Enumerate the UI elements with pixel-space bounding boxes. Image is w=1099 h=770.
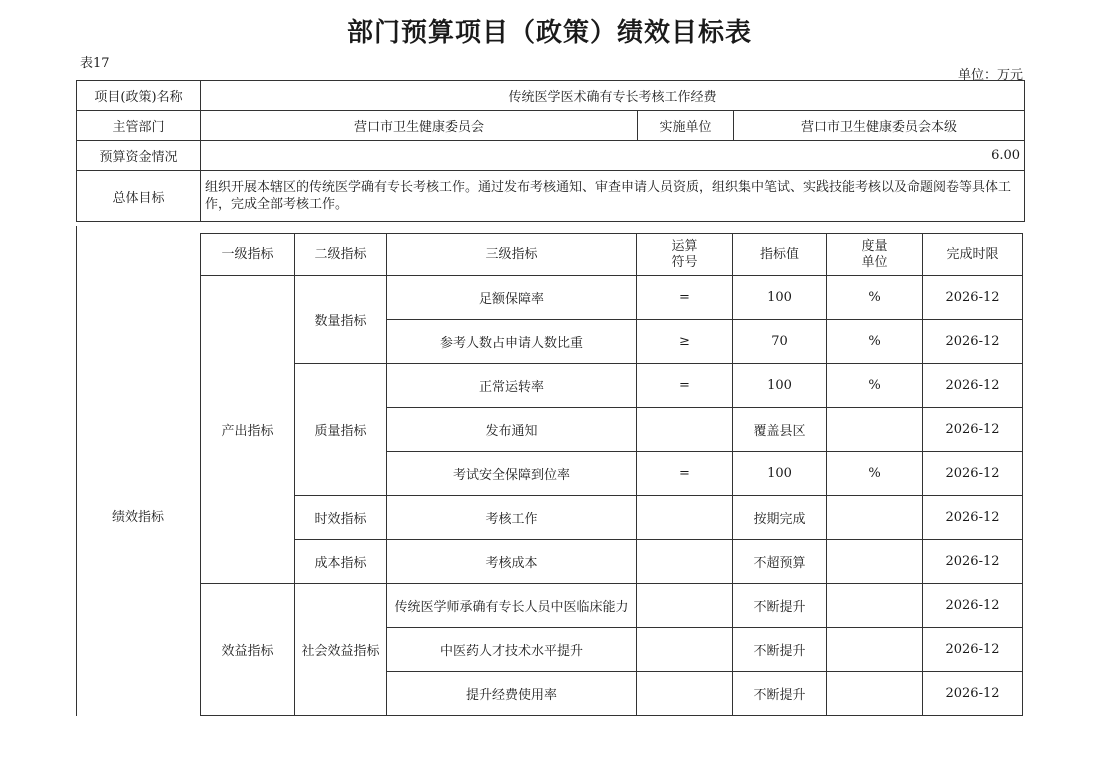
header-value: 指标值: [733, 234, 827, 276]
metric-unit: [827, 628, 923, 672]
metric-name: 发布通知: [387, 408, 637, 452]
metric-name: 考核成本: [387, 540, 637, 584]
dept-label: 主管部门: [77, 111, 201, 141]
dept-value: 营口市卫生健康委员会: [201, 111, 638, 141]
metric-name: 中医药人才技术水平提升: [387, 628, 637, 672]
goal-text: 组织开展本辖区的传统医学确有专长考核工作。通过发布考核通知、审查申请人员资质，组织集中笔试、实践技能考核以及命题阅卷等具体工作，完成全部考核工作。: [201, 171, 1025, 222]
impl-value: 营口市卫生健康委员会本级: [734, 111, 1025, 141]
metric-deadline: 2026-12: [923, 408, 1023, 452]
metric-name: 足额保障率: [387, 276, 637, 320]
table-row: [201, 496, 1023, 540]
metric-value: 覆盖县区: [733, 408, 827, 452]
metric-operator: [637, 408, 733, 452]
metric-deadline: 2026-12: [923, 452, 1023, 496]
metric-value: 100: [733, 452, 827, 496]
metric-operator: [637, 496, 733, 540]
impl-label: 实施单位: [638, 111, 734, 141]
goal-label: 总体目标: [77, 171, 201, 222]
metric-name: 正常运转率: [387, 364, 637, 408]
metrics-table: [200, 233, 1023, 716]
metric-deadline: 2026-12: [923, 628, 1023, 672]
metric-operator: ≥: [637, 320, 733, 364]
project-name-value: 传统医学医术确有专长考核工作经费: [201, 81, 1025, 111]
metric-name: 参考人数占申请人数比重: [387, 320, 637, 364]
table-row: [201, 364, 1023, 408]
unit-label: 单位：万元: [958, 68, 1024, 83]
metric-deadline: 2026-12: [923, 540, 1023, 584]
metric-operator: [637, 584, 733, 628]
metric-unit: %: [827, 276, 923, 320]
header-level2: 二级指标: [295, 234, 387, 276]
header-level1: 一级指标: [201, 234, 295, 276]
metric-unit: [827, 584, 923, 628]
metric-value: 不断提升: [733, 584, 827, 628]
metric-value: 100: [733, 364, 827, 408]
metric-unit: [827, 672, 923, 716]
metric-deadline: 2026-12: [923, 584, 1023, 628]
group-output: 产出指标: [201, 276, 295, 584]
metric-unit: [827, 496, 923, 540]
header-unit: 度量单位: [827, 234, 923, 276]
metric-deadline: 2026-12: [923, 320, 1023, 364]
metric-name: 考核工作: [387, 496, 637, 540]
metric-deadline: 2026-12: [923, 364, 1023, 408]
metric-value: 100: [733, 276, 827, 320]
header-operator: 运算符号: [637, 234, 733, 276]
table-row: [201, 276, 1023, 320]
group-social: 社会效益指标: [295, 584, 387, 716]
project-info-table: [76, 80, 1025, 222]
metric-unit: [827, 408, 923, 452]
metric-deadline: 2026-12: [923, 276, 1023, 320]
metric-name: 考试安全保障到位率: [387, 452, 637, 496]
metric-value: 不断提升: [733, 628, 827, 672]
funds-value: 6.00: [201, 141, 1025, 171]
group-cost: 成本指标: [295, 540, 387, 584]
metric-operator: [637, 628, 733, 672]
metric-operator: =: [637, 364, 733, 408]
metric-unit: [827, 540, 923, 584]
header-deadline: 完成时限: [923, 234, 1023, 276]
metric-value: 70: [733, 320, 827, 364]
metric-unit: %: [827, 364, 923, 408]
funds-label: 预算资金情况: [77, 141, 201, 171]
header-level3: 三级指标: [387, 234, 637, 276]
group-quality: 质量指标: [295, 364, 387, 496]
group-benefit: 效益指标: [201, 584, 295, 716]
metric-operator: [637, 540, 733, 584]
metric-value: 按期完成: [733, 496, 827, 540]
metric-value: 不超预算: [733, 540, 827, 584]
metric-name: 提升经费使用率: [387, 672, 637, 716]
metric-operator: =: [637, 452, 733, 496]
metric-name: 传统医学师承确有专长人员中医临床能力: [387, 584, 637, 628]
page-title: 部门预算项目（政策）绩效目标表: [346, 18, 752, 48]
metric-value: 不断提升: [733, 672, 827, 716]
table-row: [201, 540, 1023, 584]
metric-deadline: 2026-12: [923, 672, 1023, 716]
table-row: [201, 584, 1023, 628]
project-name-label: 项目(政策)名称: [77, 81, 201, 111]
group-timeliness: 时效指标: [295, 496, 387, 540]
table-number: 表17: [80, 56, 110, 71]
perf-label: 绩效指标: [111, 510, 164, 525]
perf-label-column: [76, 226, 201, 716]
metric-unit: %: [827, 452, 923, 496]
group-quantity: 数量指标: [295, 276, 387, 364]
metric-operator: =: [637, 276, 733, 320]
metric-deadline: 2026-12: [923, 496, 1023, 540]
metric-unit: %: [827, 320, 923, 364]
metric-operator: [637, 672, 733, 716]
metrics-header-row: [201, 234, 1023, 276]
